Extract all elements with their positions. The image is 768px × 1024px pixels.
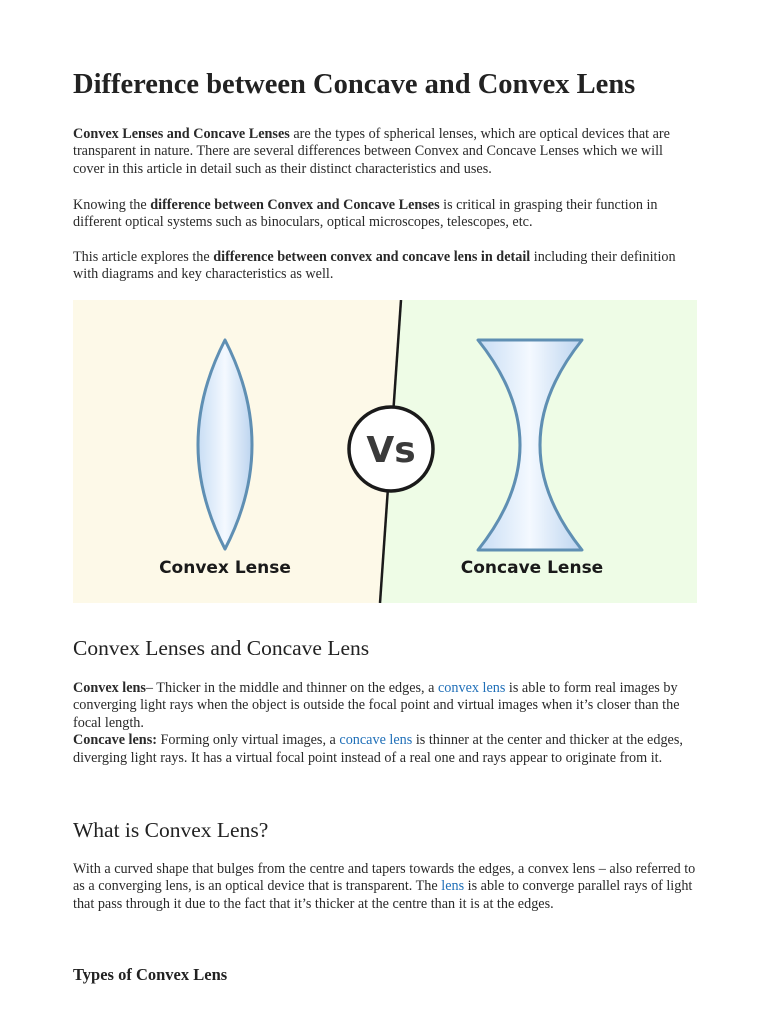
section-heading-what-is-convex: What is Convex Lens? (73, 818, 269, 842)
what-is-convex-post: is able to converge parallel rays of light that pass through it due to the fact that it’s thicker at the centre than it is at the edges. (73, 878, 693, 912)
concave-pre-text: Forming only virtual images, a (156, 732, 340, 749)
intro-paragraph-2 (73, 197, 697, 232)
section-heading-types-of-convex: Types of Convex Lens (73, 965, 228, 984)
lens-comparison-illustration (73, 300, 697, 603)
lens-comparison-figure (73, 300, 697, 603)
intro-p2-post: is critical in grasping their function in different optical systems such as binoculars, optical microscopes, telescopes, etc. (73, 197, 658, 231)
intro-p3-pre: This article explores the (73, 249, 214, 265)
what-is-convex-paragraph (73, 861, 697, 913)
what-is-convex-pre: With a curved shape that bulges from the centre and tapers towards the edges, a convex lens – also referred to as a converging lens, is an optical device that is transparent. The (73, 861, 696, 895)
convex-pre-text: – Thicker in the middle and thinner on the edges, a (145, 680, 438, 696)
intro-p2-pre: Knowing the (73, 197, 151, 213)
page-title: Difference between Concave and Convex Lens (73, 69, 636, 100)
convex-lens-term: Convex lens (73, 680, 146, 696)
concave-lens-term: Concave lens: (73, 732, 157, 749)
intro-paragraph-3 (73, 249, 697, 284)
section-heading-convex-concave: Convex Lenses and Concave Lens (73, 636, 370, 660)
lens-link[interactable]: lens (441, 878, 465, 895)
convex-lens-definition (73, 680, 697, 767)
concave-lens-link[interactable]: concave lens (339, 732, 413, 749)
convex-lens-link[interactable]: convex lens (438, 680, 506, 696)
intro-p3-post: including their definition with diagrams and key characteristics as well. (73, 249, 676, 283)
convex-post-text: is able to form real images by converging light rays when the object is outside the focal point and virtual images when it’s closer than the focal length. (73, 680, 680, 731)
intro-p1-bold: Convex Lenses and Concave Lenses (73, 126, 290, 142)
intro-p3-bold: difference between convex and concave lens in detail (213, 249, 531, 265)
intro-p2-bold: difference between Convex and Concave Lenses (150, 197, 440, 213)
intro-p1-text: are the types of spherical lenses, which are optical devices that are transparent in nature. There are several differences between Convex and Concave Lenses which we will cover in this article in detail such as their distinct characteristics and uses. (73, 126, 670, 177)
concave-lens-label: Concave Lense (460, 558, 604, 578)
vs-label: Vs (366, 430, 416, 471)
concave-post-text: is thinner at the center and thicker at the edges, diverging light rays. It has a virtual focal point instead of a real one and rays appear to originate from it. (73, 732, 683, 766)
convex-lens-label: Convex Lense (159, 558, 291, 578)
intro-paragraph-1 (73, 126, 697, 178)
